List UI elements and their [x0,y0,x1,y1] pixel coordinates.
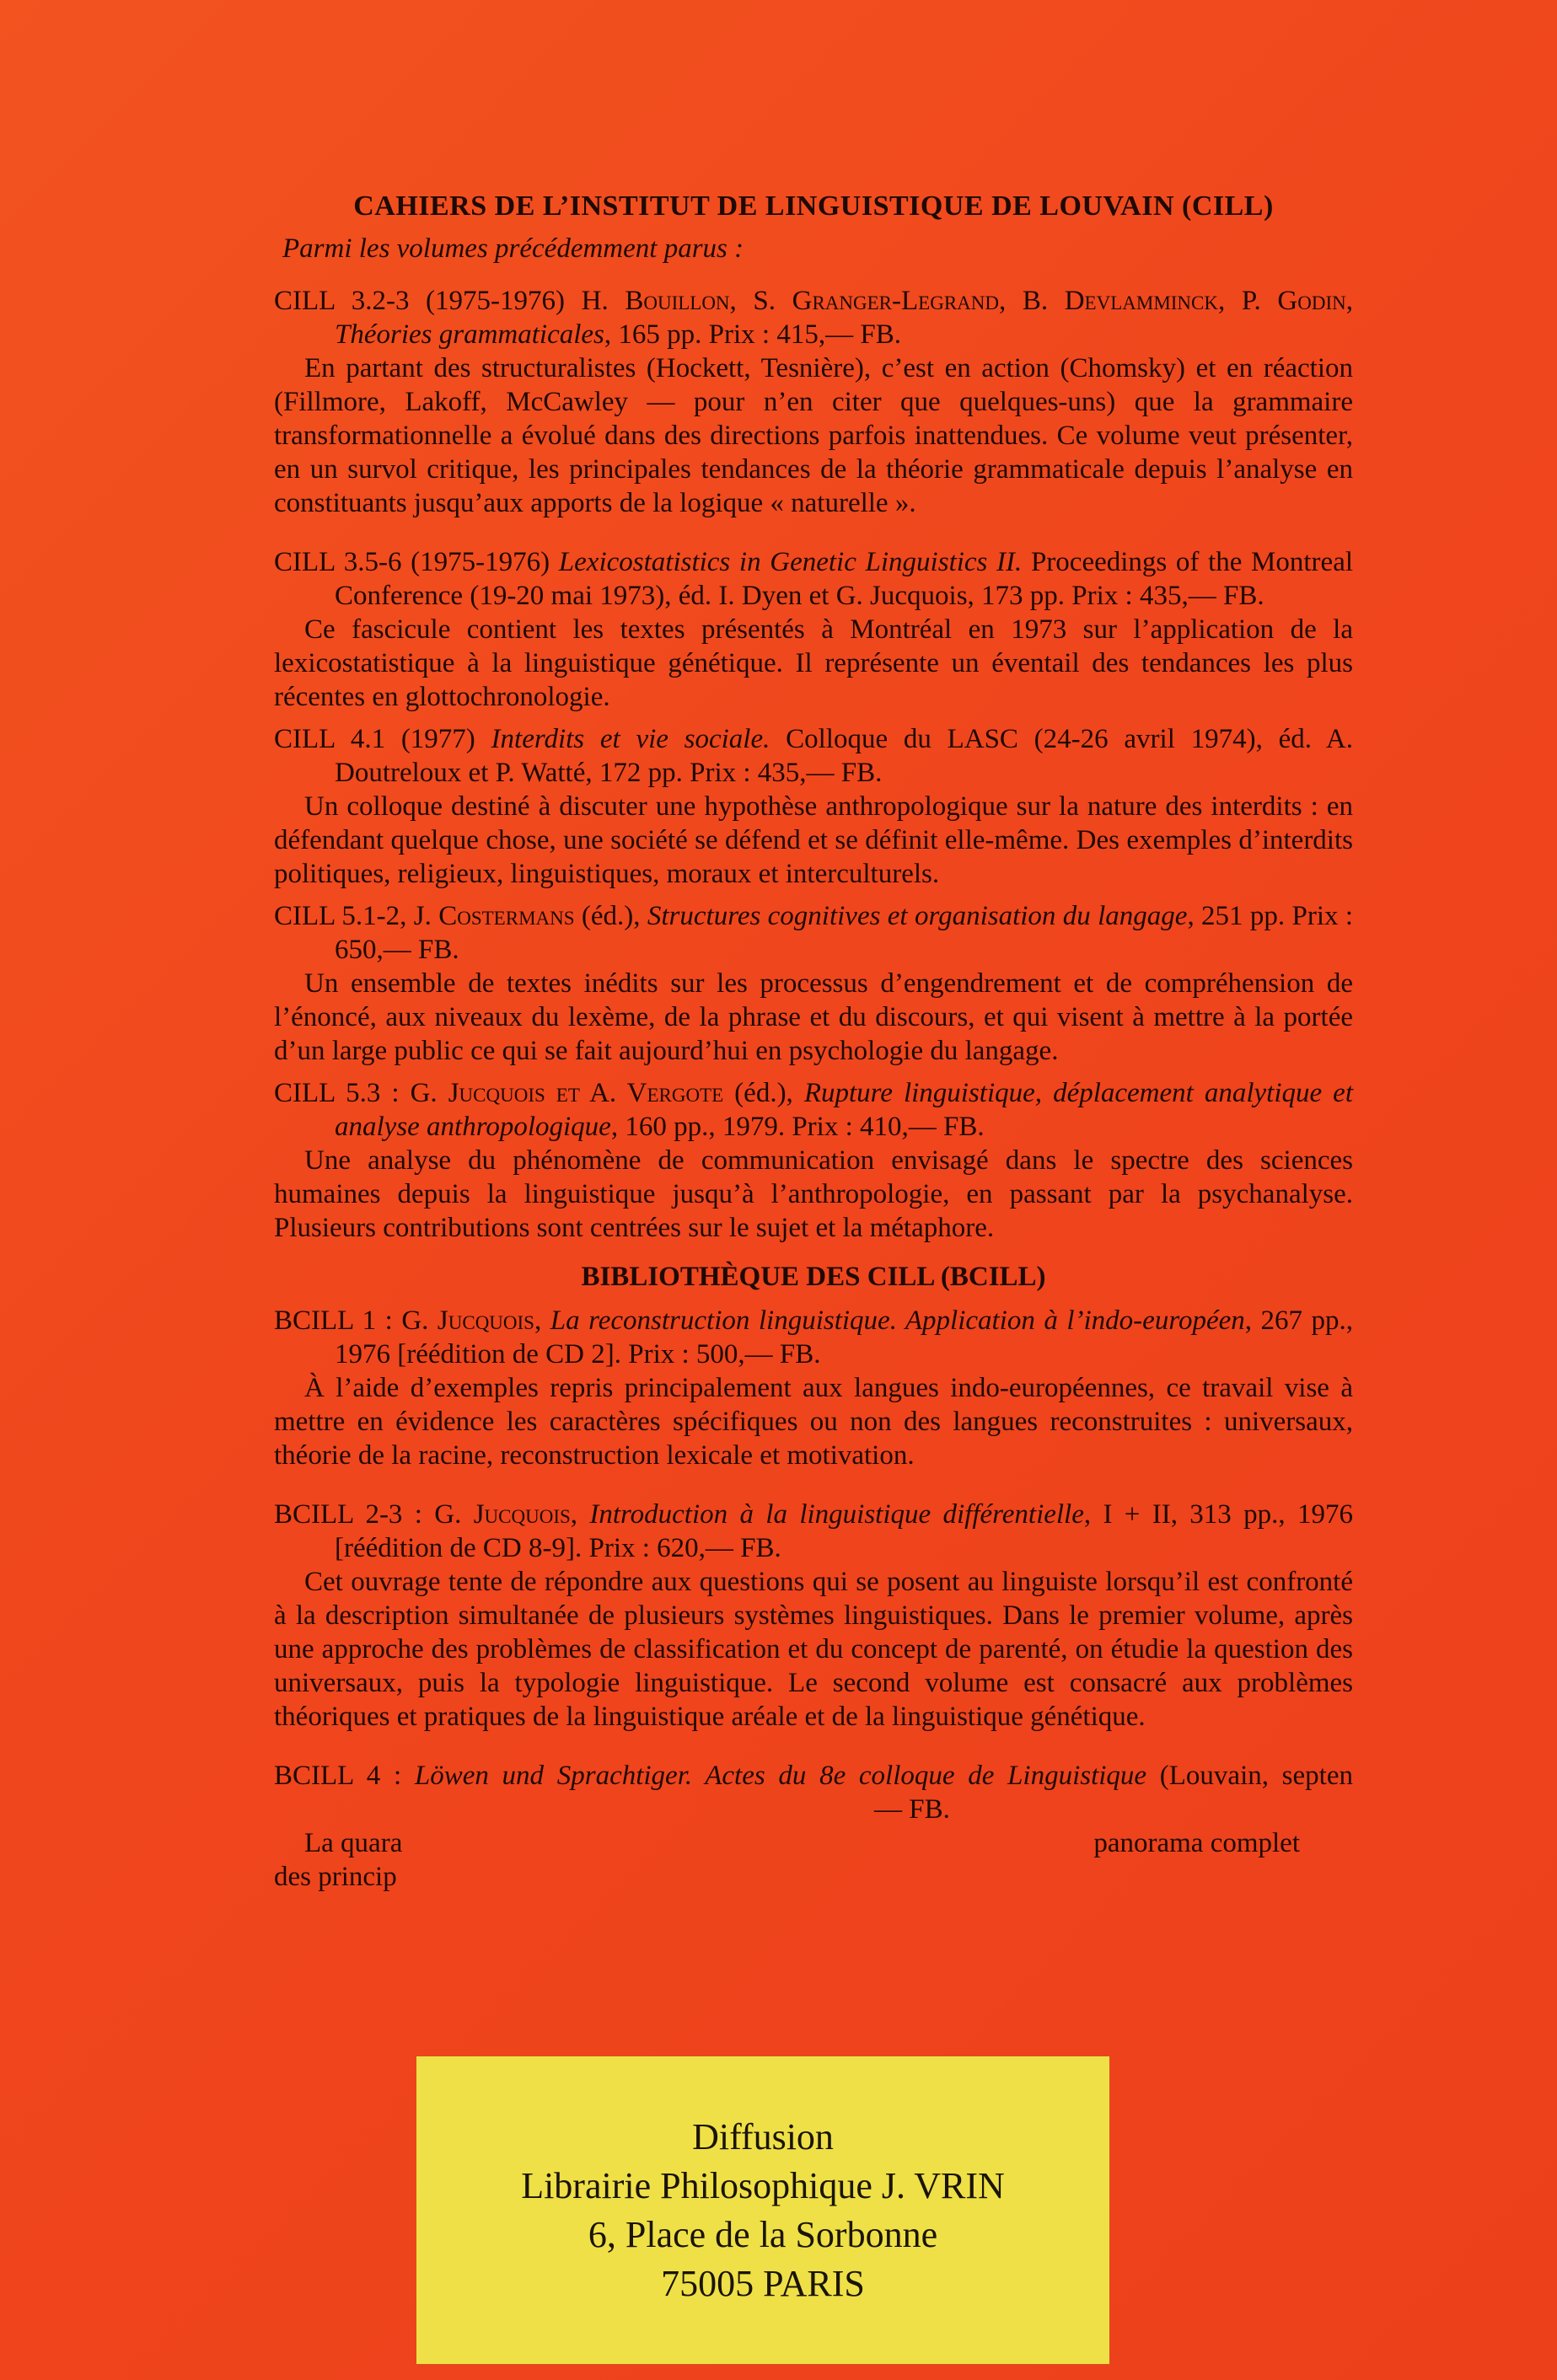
sticker-line-publisher: Librairie Philosophique J. VRIN [521,2164,1005,2206]
bcill-heading: BIBLIOTHÈQUE DES CILL (BCILL) [581,1262,1046,1292]
cill-subtitle: Parmi les volumes précédemment parus : [282,233,744,264]
entry-reference: CILL 5.1-2, J. Costermans (éd.), Structures cognitives et organisation du langage, 251 pp. Prix : 650,— FB. [274,901,1354,965]
entry-reference: CILL 5.3 : G. Jucquois et A. Vergote (éd.), Rupture linguistique, déplacement analytique et analyse anthropologique, 160 pp., 1979. Prix : 410,— FB. [274,1078,1353,1142]
catalogue-text [274,190,1353,1902]
bcill-entry [274,1304,1353,1472]
entry-reference: CILL 3.5-6 (1975-1976) Lexicostatistics in Genetic Linguistics II. Proceedings of the Montreal Conference (19-20 mai 1973), éd. I. Dyen et G. Jucquois, 173 pp. Prix : 435,— FB. [274,547,1354,611]
sticker-line-address: 6, Place de la Sorbonne [588,2213,938,2255]
entry-description: Ce fascicule contient les textes présentés à Montréal en 1973 sur l’application de la lexicostatistique à la linguistique génétique. Il représente un éventail des tendances les plus récentes en glottochronologie. [274,614,1353,712]
sticker-line-city: 75005 PARIS [661,2262,865,2304]
entry-reference: CILL 4.1 (1977) Interdits et vie sociale. Colloque du LASC (24-26 avril 1974), éd. A. Doutreloux et P. Watté, 172 pp. Prix : 435,— FB. [274,724,1353,788]
entry-description: Un ensemble de textes inédits sur les processus d’engendrement et de compréhension de l’énoncé, aux niveaux du lexème, de la phrase et du discours, et qui visent à mettre à la portée d’un large public ce qui se fait aujourd’hui en psychologie du langage. [274,968,1353,1066]
cill-entry [274,284,1353,520]
cill-entry [274,1076,1353,1245]
cill-entry [274,899,1353,1068]
entry-description: Cet ouvrage tente de répondre aux questions qui se posent au linguiste lorsqu’il est confronté à la description simultanée de plusieurs systèmes linguistiques. Dans le premier volume, après une approche des problèmes de classification et du concept de parenté, on étudie la question des universaux, puis la typologie linguistique. Le second volume est consacré aux problèmes théoriques et pratiques de la linguistique aréale et de la linguistique génétique. [274,1567,1353,1732]
entry-reference: BCILL 4 : Löwen und Sprachtiger. Actes du 8e colloque de Linguistique (Louvain, septen— FB. [274,1761,1353,1825]
sticker-line-diffusion: Diffusion [692,2115,834,2158]
bcill-entry [274,1759,1353,1894]
entry-description: À l’aide d’exemples repris principalement aux langues indo-européennes, ce travail vise à mettre en évidence les caractères spécifiques ou non des langues reconstruites : universaux, théorie de la racine, reconstruction lexicale et motivation. [274,1373,1353,1471]
entry-description: En partant des structuralistes (Hockett, Tesnière), c’est en action (Chomsky) et en réaction (Fillmore, Lakoff, McCawley — pour n’en citer que quelques-uns) que la grammaire transformationnelle a évolué dans des directions parfois inattendues. Ce volume veut présenter, en un survol critique, les principales tendances de la théorie grammaticale depuis l’analyse en constituants jusqu’aux apports de la logique « naturelle ». [274,353,1353,518]
distributor-sticker [416,2056,1109,2364]
entry-description: Un colloque destiné à discuter une hypothèse anthropologique sur la nature des interdits : en défendant quelque chose, une société se défend et se définit elle-même. Des exemples d’interdits politiques, religieux, linguistiques, moraux et interculturels. [274,791,1353,889]
entry-description-line: des princip [274,1862,397,1892]
entry-reference: CILL 3.2-3 (1975-1976) H. Bouillon, S. Granger-Legrand, B. Devlamminck, P. Godin, Théories grammaticales, 165 pp. Prix : 415,— FB. [274,286,1353,350]
entry-description: Une analyse du phénomène de communication envisagé dans le spectre des sciences humaines depuis la linguistique jusqu’à l’anthropologie, en passant par la psychanalyse. Plusieurs contributions sont centrées sur le sujet et la métaphore. [274,1145,1353,1243]
cill-entry [274,722,1353,891]
entry-description: La quara panorama complet [304,1828,1300,1858]
cill-entry [274,545,1353,714]
cill-heading: CAHIERS DE L’INSTITUT DE LINGUISTIQUE DE LOUVAIN (CILL) [353,190,1274,222]
entry-reference: BCILL 2-3 : G. Jucquois, Introduction à la linguistique différentielle, I + II, 313 pp., 1976 [réédition de CD 8-9]. Prix : 620,— FB. [274,1499,1353,1563]
entry-reference: BCILL 1 : G. Jucquois, La reconstruction linguistique. Application à l’indo-européen, 267 pp., 1976 [réédition de CD 2]. Prix : 500,— FB. [274,1305,1354,1370]
bcill-entry [274,1498,1353,1734]
